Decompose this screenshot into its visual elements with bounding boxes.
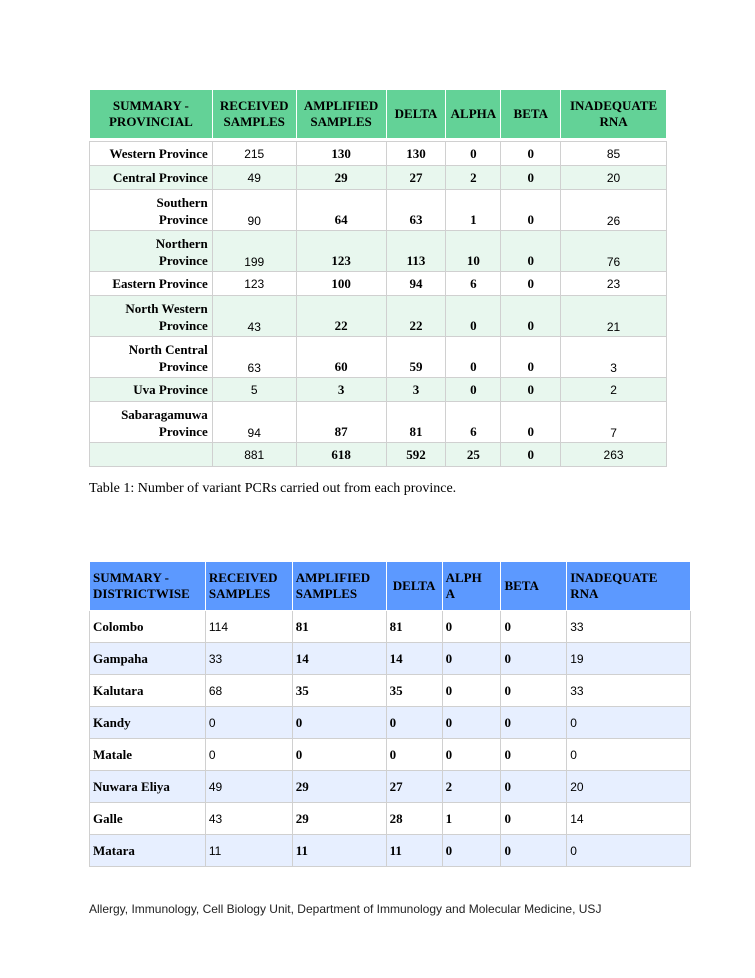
delta-value: 113 (386, 231, 446, 272)
received-value: 0 (205, 739, 292, 771)
delta-value: 0 (386, 739, 442, 771)
beta-value: 0 (501, 190, 561, 231)
alpha-value: 0 (442, 739, 501, 771)
district-name: Nuwara Eliya (90, 771, 206, 803)
alpha-value: 1 (442, 803, 501, 835)
delta-value: 59 (386, 337, 446, 378)
col-received: RECEIVED SAMPLES (212, 90, 296, 139)
alpha-value: 0 (446, 378, 501, 402)
table-row (90, 675, 691, 707)
province-name (90, 231, 213, 272)
delta-value: 3 (386, 378, 446, 402)
delta-value: 28 (386, 803, 442, 835)
table-row (90, 272, 667, 296)
amplified-value: 87 (296, 402, 386, 443)
beta-value: 0 (501, 378, 561, 402)
amplified-value: 81 (292, 611, 386, 643)
delta-value: 130 (386, 142, 446, 166)
province-name (90, 337, 213, 378)
inadequate-value: 20 (567, 771, 691, 803)
inadequate-value: 0 (567, 835, 691, 867)
header-row (90, 562, 691, 611)
amplified-value: 0 (292, 739, 386, 771)
beta-value: 0 (501, 337, 561, 378)
col-delta: DELTA (386, 562, 442, 611)
province-name (90, 296, 213, 337)
delta-value: 27 (386, 771, 442, 803)
province-name: Uva Province (90, 378, 213, 402)
amplified-value: 123 (296, 231, 386, 272)
district-name: Kalutara (90, 675, 206, 707)
province-name-text: Sabaragamuwa Province (121, 407, 208, 439)
alpha-value: 0 (442, 675, 501, 707)
alpha-value: 0 (446, 142, 501, 166)
amplified-value: 14 (292, 643, 386, 675)
amplified-value: 60 (296, 337, 386, 378)
district-name: Kandy (90, 707, 206, 739)
beta-value: 0 (501, 675, 567, 707)
inadequate-value: 14 (567, 803, 691, 835)
beta-value: 0 (501, 272, 561, 296)
beta-value: 0 (501, 739, 567, 771)
table-row (90, 643, 691, 675)
table-row (90, 231, 667, 272)
delta-value: 11 (386, 835, 442, 867)
table-caption: Table 1: Number of variant PCRs carried out from each province. (89, 481, 457, 496)
table-row (90, 771, 691, 803)
amplified-value: 29 (292, 771, 386, 803)
province-name-text: Southern Province (156, 195, 208, 227)
inadequate-value: 26 (561, 190, 667, 231)
received-value: 63 (212, 337, 296, 378)
col-alpha-text: ALPHA (445, 570, 482, 601)
inadequate-value: 76 (561, 231, 667, 272)
inadequate-value: 2 (561, 378, 667, 402)
amplified-value: 130 (296, 142, 386, 166)
total-alpha: 25 (446, 443, 501, 467)
table-row (90, 803, 691, 835)
delta-value: 27 (386, 166, 446, 190)
beta-value: 0 (501, 643, 567, 675)
inadequate-value: 19 (567, 643, 691, 675)
inadequate-value: 33 (567, 675, 691, 707)
received-value: 123 (212, 272, 296, 296)
table-row (90, 337, 667, 378)
inadequate-value: 0 (567, 707, 691, 739)
amplified-value: 35 (292, 675, 386, 707)
received-value: 33 (205, 643, 292, 675)
amplified-value: 22 (296, 296, 386, 337)
district-name: Matale (90, 739, 206, 771)
total-delta: 592 (386, 443, 446, 467)
delta-value: 0 (386, 707, 442, 739)
delta-value: 14 (386, 643, 442, 675)
beta-value: 0 (501, 611, 567, 643)
table-row (90, 611, 691, 643)
alpha-value: 0 (446, 296, 501, 337)
amplified-value: 29 (296, 166, 386, 190)
district-name: Gampaha (90, 643, 206, 675)
beta-value: 0 (501, 296, 561, 337)
received-value: 215 (212, 142, 296, 166)
inadequate-value: 33 (567, 611, 691, 643)
beta-value: 0 (501, 166, 561, 190)
province-name-text: Northern Province (155, 236, 208, 268)
district-name: Colombo (90, 611, 206, 643)
province-name: Eastern Province (90, 272, 213, 296)
delta-value: 81 (386, 402, 446, 443)
table-row (90, 835, 691, 867)
amplified-value: 11 (292, 835, 386, 867)
inadequate-value: 23 (561, 272, 667, 296)
col-beta: BETA (501, 562, 567, 611)
total-beta: 0 (501, 443, 561, 467)
col-received: RECEIVED SAMPLES (205, 562, 292, 611)
beta-value: 0 (501, 231, 561, 272)
received-value: 0 (205, 707, 292, 739)
delta-value: 63 (386, 190, 446, 231)
received-value: 90 (212, 190, 296, 231)
delta-value: 94 (386, 272, 446, 296)
total-row (90, 443, 667, 467)
col-alpha: ALPHA (446, 90, 501, 139)
total-received: 881 (212, 443, 296, 467)
alpha-value: 0 (442, 611, 501, 643)
delta-value: 35 (386, 675, 442, 707)
district-name: Galle (90, 803, 206, 835)
table-row (90, 166, 667, 190)
total-amplified: 618 (296, 443, 386, 467)
table-row (90, 739, 691, 771)
alpha-value: 0 (442, 643, 501, 675)
province-name: Western Province (90, 142, 213, 166)
districtwise-summary-table (89, 561, 691, 867)
col-inadequate: INADEQUATE RNA (567, 562, 691, 611)
delta-value: 22 (386, 296, 446, 337)
inadequate-value: 20 (561, 166, 667, 190)
col-inadequate: INADEQUATE RNA (561, 90, 667, 139)
amplified-value: 3 (296, 378, 386, 402)
table-row (90, 378, 667, 402)
province-name: Central Province (90, 166, 213, 190)
province-name-text: North Central Province (128, 342, 208, 374)
received-value: 49 (205, 771, 292, 803)
alpha-value: 6 (446, 402, 501, 443)
delta-value: 81 (386, 611, 442, 643)
inadequate-value: 21 (561, 296, 667, 337)
received-value: 43 (205, 803, 292, 835)
alpha-value: 10 (446, 231, 501, 272)
received-value: 43 (212, 296, 296, 337)
alpha-value: 0 (442, 835, 501, 867)
table-row (90, 402, 667, 443)
total-inadequate: 263 (561, 443, 667, 467)
received-value: 11 (205, 835, 292, 867)
amplified-value: 29 (292, 803, 386, 835)
amplified-value: 100 (296, 272, 386, 296)
alpha-value: 2 (446, 166, 501, 190)
beta-value: 0 (501, 803, 567, 835)
amplified-value: 64 (296, 190, 386, 231)
col-alpha (442, 562, 501, 611)
provincial-summary-table (89, 89, 667, 467)
col-delta: DELTA (386, 90, 446, 139)
col-summary: SUMMARY - DISTRICTWISE (90, 562, 206, 611)
alpha-value: 6 (446, 272, 501, 296)
inadequate-value: 85 (561, 142, 667, 166)
table-row (90, 142, 667, 166)
alpha-value: 0 (442, 707, 501, 739)
received-value: 114 (205, 611, 292, 643)
beta-value: 0 (501, 835, 567, 867)
received-value: 68 (205, 675, 292, 707)
received-value: 5 (212, 378, 296, 402)
inadequate-value: 7 (561, 402, 667, 443)
received-value: 199 (212, 231, 296, 272)
col-beta: BETA (501, 90, 561, 139)
total-label (90, 443, 213, 467)
header-row (90, 90, 667, 139)
province-name (90, 402, 213, 443)
inadequate-value: 0 (567, 739, 691, 771)
table-row (90, 296, 667, 337)
col-amplified: AMPLIFIED SAMPLES (296, 90, 386, 139)
alpha-value: 2 (442, 771, 501, 803)
page-footer: Allergy, Immunology, Cell Biology Unit, Department of Immunology and Molecular Medicine, USJ (89, 902, 602, 916)
received-value: 94 (212, 402, 296, 443)
beta-value: 0 (501, 707, 567, 739)
col-summary: SUMMARY - PROVINCIAL (90, 90, 213, 139)
district-name: Matara (90, 835, 206, 867)
table-row (90, 707, 691, 739)
received-value: 49 (212, 166, 296, 190)
amplified-value: 0 (292, 707, 386, 739)
alpha-value: 0 (446, 337, 501, 378)
alpha-value: 1 (446, 190, 501, 231)
beta-value: 0 (501, 142, 561, 166)
province-name (90, 190, 213, 231)
beta-value: 0 (501, 771, 567, 803)
beta-value: 0 (501, 402, 561, 443)
table-row (90, 190, 667, 231)
col-amplified: AMPLIFIED SAMPLES (292, 562, 386, 611)
province-name-text: North Western Province (125, 301, 208, 333)
inadequate-value: 3 (561, 337, 667, 378)
